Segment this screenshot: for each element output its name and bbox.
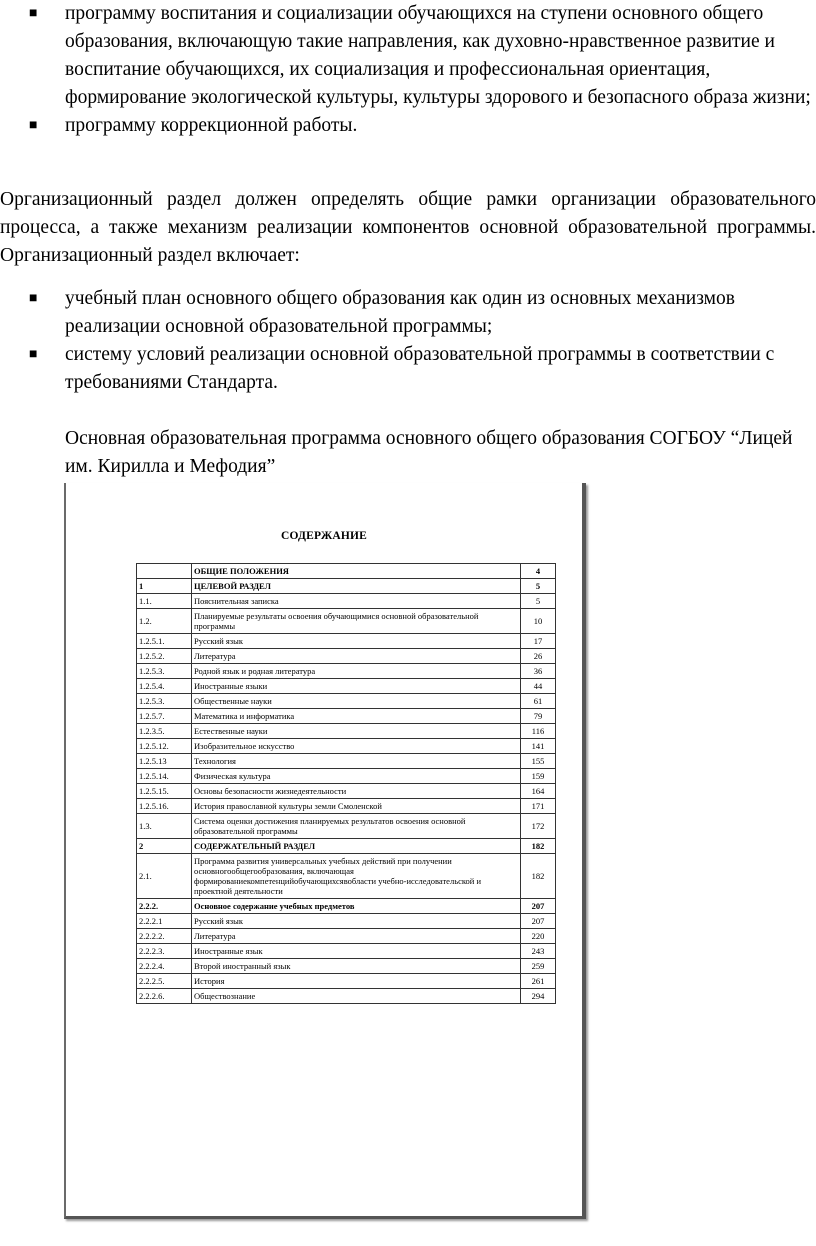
toc-row-page: 261 xyxy=(521,974,556,989)
toc-row-title: Общественные науки xyxy=(192,694,521,709)
toc-row-page: 26 xyxy=(521,649,556,664)
table-row xyxy=(137,814,556,839)
table-row xyxy=(137,989,556,1004)
toc-row-number: 2 xyxy=(137,839,192,854)
bullet-marker: ■ xyxy=(29,291,38,306)
toc-row-number: 1.2.5.7. xyxy=(137,709,192,724)
toc-row-title: Изобразительное искусство xyxy=(192,739,521,754)
table-row xyxy=(137,914,556,929)
toc-row-title: Иностранные язык xyxy=(192,944,521,959)
table-row xyxy=(137,634,556,649)
toc-row-number: 2.2.2. xyxy=(137,899,192,914)
table-row xyxy=(137,754,556,769)
toc-row-title: СОДЕРЖАТЕЛЬНЫЙ РАЗДЕЛ xyxy=(192,839,521,854)
toc-row-number: 1.2.5.12. xyxy=(137,739,192,754)
toc-row-number: 2.2.2.4. xyxy=(137,959,192,974)
toc-row-page: 220 xyxy=(521,929,556,944)
table-row xyxy=(137,784,556,799)
toc-row-number: 1.2. xyxy=(137,609,192,634)
toc-row-page: 171 xyxy=(521,799,556,814)
bullet-marker: ■ xyxy=(29,6,38,21)
toc-row-page: 259 xyxy=(521,959,556,974)
toc-row-number: 1.2.5.2. xyxy=(137,649,192,664)
table-row xyxy=(137,959,556,974)
document-caption: Основная образовательная программа основного общего образования СОГБОУ “Лицей им. Кирилла и Мефодия” xyxy=(65,428,793,477)
toc-row-page: 36 xyxy=(521,664,556,679)
toc-row-title: Литература xyxy=(192,649,521,664)
table-row xyxy=(137,899,556,914)
toc-row-number: 1.2.5.16. xyxy=(137,799,192,814)
toc-row-title: Естественные науки xyxy=(192,724,521,739)
toc-row-title: Русский язык xyxy=(192,634,521,649)
list-item-text: программу коррекционной работы. xyxy=(65,115,358,136)
toc-row-title: Программа развития универсальных учебных действий при получении основногообщегообразования, включающая формированиекомпетенцийобучающихсявобласти учебно-исследовательской и проектной деятельности xyxy=(192,854,521,899)
toc-row-title: Основы безопасности жизнедеятельности xyxy=(192,784,521,799)
toc-row-title: Литература xyxy=(192,929,521,944)
list-item-text: программу воспитания и социализации обучающихся на ступени основного общего образования, включающую такие направления, как духовно-нравственное развитие и воспитание обучающихся, их социализация и профессиональная ориентация, формирование экологической культуры, культуры здорового и безопасного образа жизни; xyxy=(65,3,811,108)
table-row xyxy=(137,679,556,694)
table-row xyxy=(137,854,556,899)
contents-scan-image xyxy=(64,483,586,1219)
bullet-marker: ■ xyxy=(29,347,38,362)
toc-row-number: 2.2.2.6. xyxy=(137,989,192,1004)
toc-row-page: 79 xyxy=(521,709,556,724)
toc-row-number: 1.1. xyxy=(137,594,192,609)
table-row xyxy=(137,739,556,754)
toc-row-title: Второй иностранный язык xyxy=(192,959,521,974)
toc-row-title: Родной язык и родная литература xyxy=(192,664,521,679)
toc-row-title: ОБЩИЕ ПОЛОЖЕНИЯ xyxy=(192,564,521,579)
toc-row-page: 159 xyxy=(521,769,556,784)
toc-row-page: 243 xyxy=(521,944,556,959)
toc-row-number: 1.2.5.13 xyxy=(137,754,192,769)
toc-row-title: История xyxy=(192,974,521,989)
toc-row-page: 207 xyxy=(521,899,556,914)
toc-row-page: 207 xyxy=(521,914,556,929)
toc-row-page: 172 xyxy=(521,814,556,839)
top-bullet-list xyxy=(0,0,816,140)
toc-row-page: 155 xyxy=(521,754,556,769)
list-item xyxy=(0,112,816,140)
toc-row-page: 182 xyxy=(521,854,556,899)
toc-row-number: 1.2.5.1. xyxy=(137,634,192,649)
table-row xyxy=(137,839,556,854)
toc-row-number: 2.2.2.1 xyxy=(137,914,192,929)
toc-row-title: Планируемые результаты освоения обучающимися основной образовательной программы xyxy=(192,609,521,634)
toc-row-title: Математика и информатика xyxy=(192,709,521,724)
toc-row-page: 5 xyxy=(521,579,556,594)
toc-row-title: ЦЕЛЕВОЙ РАЗДЕЛ xyxy=(192,579,521,594)
toc-row-number: 1.2.5.3. xyxy=(137,664,192,679)
toc-row-title: Пояснительная записка xyxy=(192,594,521,609)
toc-row-number: 2.2.2.5. xyxy=(137,974,192,989)
table-row xyxy=(137,799,556,814)
toc-row-number: 1.2.5.4. xyxy=(137,679,192,694)
table-row xyxy=(137,974,556,989)
toc-row-title: История православной культуры земли Смоленской xyxy=(192,799,521,814)
list-item-text: систему условий реализации основной образовательной программы в соответствии с требованиями Стандарта. xyxy=(65,344,775,393)
paragraph: Организационный раздел должен определять общие рамки организации образовательного процесса, а также механизм реализации компонентов основной образовательной программы. Организационный раздел включает: xyxy=(0,189,816,266)
table-row xyxy=(137,579,556,594)
toc-row-page: 116 xyxy=(521,724,556,739)
toc-title: СОДЕРЖАНИЕ xyxy=(280,530,368,542)
table-row xyxy=(137,694,556,709)
toc-row-number: 2.2.2.2. xyxy=(137,929,192,944)
toc-row-page: 44 xyxy=(521,679,556,694)
toc-row-page: 10 xyxy=(521,609,556,634)
list-item xyxy=(0,285,816,341)
table-row xyxy=(137,709,556,724)
table-row xyxy=(137,724,556,739)
list-item-text: учебный план основного общего образования как один из основных механизмов реализации основной образовательной программы; xyxy=(65,288,735,337)
toc-row-number: 1.2.3.5. xyxy=(137,724,192,739)
toc-row-title: Основное содержание учебных предметов xyxy=(192,899,521,914)
toc-row-page: 294 xyxy=(521,989,556,1004)
table-row xyxy=(137,594,556,609)
toc-row-page: 17 xyxy=(521,634,556,649)
table-row xyxy=(137,609,556,634)
toc-row-title: Физическая культура xyxy=(192,769,521,784)
toc-row-page: 141 xyxy=(521,739,556,754)
table-row xyxy=(137,944,556,959)
table-row xyxy=(137,564,556,579)
toc-row-page: 182 xyxy=(521,839,556,854)
toc-row-number: 1.2.5.15. xyxy=(137,784,192,799)
table-row xyxy=(137,649,556,664)
toc-row-number xyxy=(137,564,192,579)
toc-row-number: 2.1. xyxy=(137,854,192,899)
table-row xyxy=(137,664,556,679)
list-item xyxy=(0,341,816,397)
table-row xyxy=(137,769,556,784)
toc-row-page: 4 xyxy=(521,564,556,579)
toc-row-number: 1.2.5.14. xyxy=(137,769,192,784)
toc-row-page: 164 xyxy=(521,784,556,799)
table-row xyxy=(137,929,556,944)
toc-row-number: 1.2.5.3. xyxy=(137,694,192,709)
toc-row-number: 2.2.2.3. xyxy=(137,944,192,959)
toc-row-title: Иностранные языки xyxy=(192,679,521,694)
toc-row-page: 5 xyxy=(521,594,556,609)
toc-row-title: Технология xyxy=(192,754,521,769)
toc-row-number: 1 xyxy=(137,579,192,594)
toc-row-title: Система оценки достижения планируемых результатов освоения основной образовательной программы xyxy=(192,814,521,839)
toc-row-title: Русский язык xyxy=(192,914,521,929)
toc-table xyxy=(136,563,556,1004)
list-item xyxy=(0,0,816,112)
toc-row-number: 1.3. xyxy=(137,814,192,839)
bullet-marker: ■ xyxy=(29,118,38,133)
toc-row-page: 61 xyxy=(521,694,556,709)
mid-bullet-list xyxy=(0,285,816,397)
toc-row-title: Обществознание xyxy=(192,989,521,1004)
